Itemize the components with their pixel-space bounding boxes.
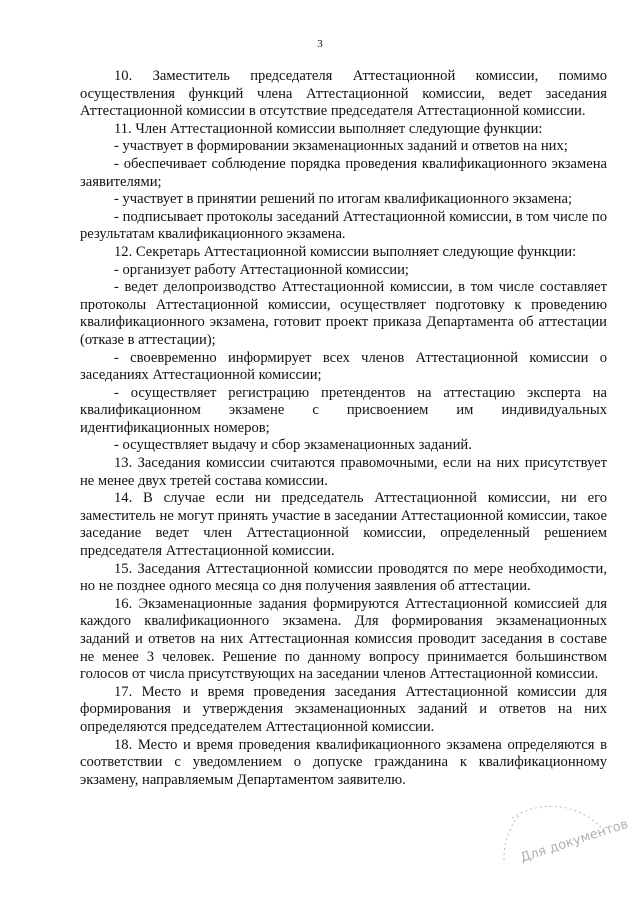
- paragraph-10: 10. Заместитель председателя Аттестационной комиссии, помимо осуществления функций члена Аттестационной комиссии, ведет заседания Аттестационной комиссии в отсутствие председателя Аттестационной комиссии.: [80, 68, 607, 120]
- paragraph-17: 17. Место и время проведения заседания Аттестационной комиссии для формирования и утверждения экзаменационных заданий и ответов на них определяются председателем Аттестационной комиссии.: [80, 683, 607, 735]
- list-item: - осуществляет регистрацию претендентов на аттестацию эксперта на квалификационном экзамене с присвоением им индивидуальных идентификационных номеров;: [80, 384, 607, 436]
- svg-text:Для документов: Для документов: [518, 816, 631, 866]
- list-item: - участвует в формировании экзаменационных заданий и ответов на них;: [114, 138, 568, 155]
- list-item: - организует работу Аттестационной комиссии;: [114, 261, 409, 278]
- paragraph-13: 13. Заседания комиссии считаются правомочными, если на них присутствует не менее двух третей состава комиссии.: [80, 455, 607, 489]
- paragraph-16: 16. Экзаменационные задания формируются Аттестационной комиссией для каждого квалификационного экзамена. Для формирования экзаменационных заданий и ответов на них Аттестационная комиссия проводит заседания в составе не менее 3 человек. Решение по данному вопросу принимается большинством голосов от числа присутствующих на заседании членов Аттестационной комиссии.: [80, 595, 607, 683]
- list-item: - осуществляет выдачу и сбор экзаменационных заданий.: [114, 437, 472, 454]
- list-item: - ведет делопроизводство Аттестационной комиссии, в том числе составляет протоколы Аттестационной комиссии, осуществляет подготовку к проведению квалификационного экзамена, готовит проект приказа Департамента об аттестации (отказе в аттестации);: [80, 279, 607, 348]
- paragraph-18: 18. Место и время проведения квалификационного экзамена определяются в соответствии с уведомлением о допуске гражданина к квалификационному экзамену, направляемым Департаментом заявителю.: [80, 736, 607, 788]
- list-item: - участвует в принятии решений по итогам квалификационного экзамена;: [114, 191, 573, 208]
- list-item: - своевременно информирует всех членов Аттестационной комиссии о заседаниях Аттестационной комиссии;: [80, 349, 607, 384]
- paragraph-12: 12. Секретарь Аттестационной комиссии выполняет следующие функции:: [114, 243, 577, 260]
- list-item: - обеспечивает соблюдение порядка проведения квалификационного экзамена заявителями;: [80, 155, 607, 190]
- paragraph-14: 14. В случае если ни председатель Аттестационной комиссии, ни его заместитель не могут принять участие в заседании Аттестационной комиссии, такое заседание ведет член Аттестационной комиссии, определенный решением председателя Аттестационной комиссии.: [80, 490, 607, 560]
- paragraph-15: 15. Заседания Аттестационной комиссии проводятся по мере необходимости, но не позднее одного месяца со дня получения заявления об аттестации.: [80, 560, 607, 595]
- document-stamp: [500, 800, 631, 905]
- page-number: 3: [317, 38, 323, 50]
- list-item: - подписывает протоколы заседаний Аттестационной комиссии, в том числе по результатам квалификационного экзамена.: [80, 208, 607, 243]
- paragraph-11: 11. Член Аттестационной комиссии выполняет следующие функции:: [114, 120, 543, 137]
- document-body: [80, 68, 607, 789]
